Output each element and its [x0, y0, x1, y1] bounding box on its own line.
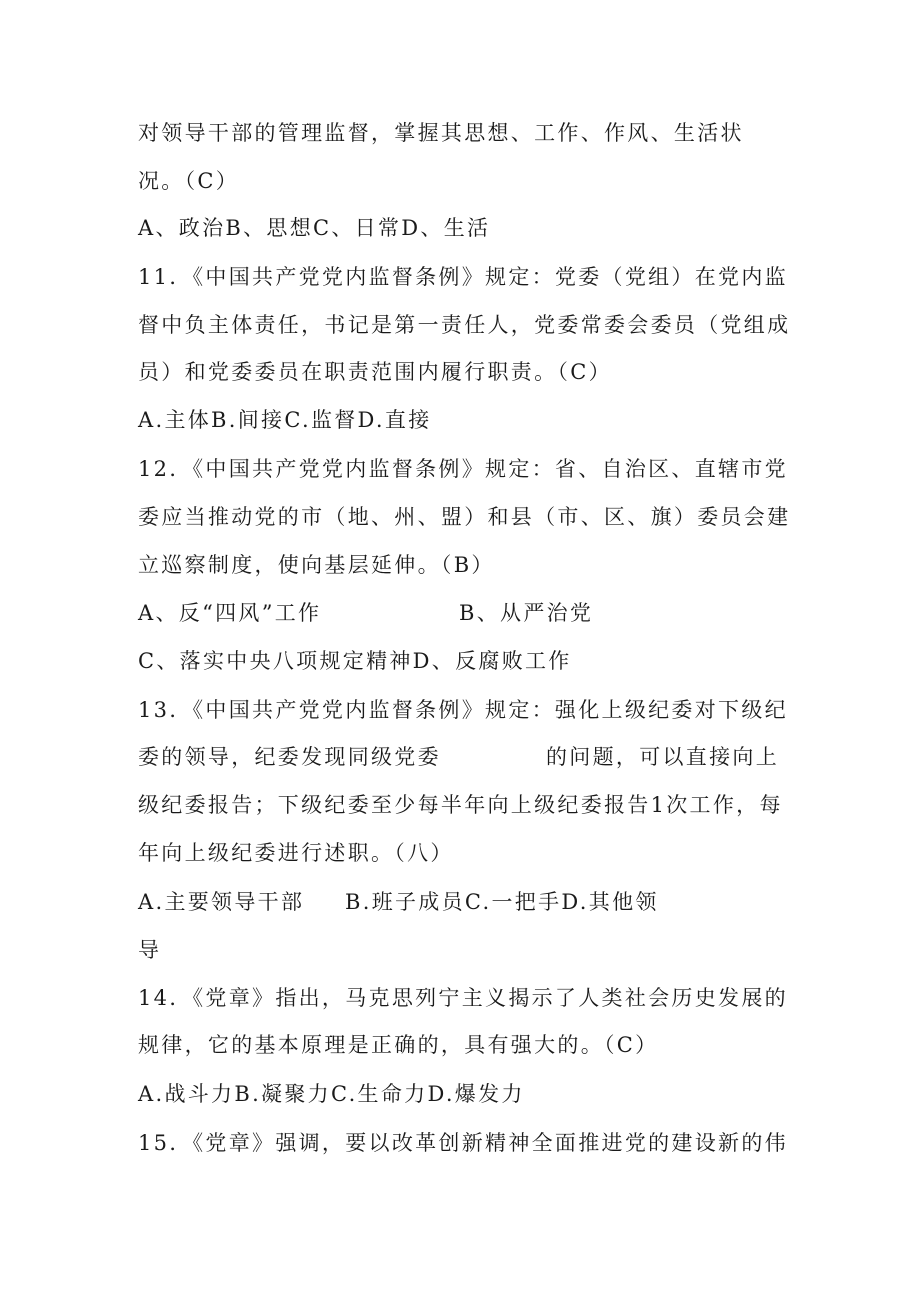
- text-line-before-blank: 委的领导，纪委发现同级党委: [138, 745, 441, 769]
- text-line: 对领导干部的管理监督，掌握其思想、工作、作风、生活状: [138, 121, 744, 145]
- answer-line: 况。（C）: [138, 169, 240, 193]
- answer-line: 年向上级纪委进行述职。（八）: [138, 841, 454, 865]
- options-line: C、落实中央八项规定精神D、反腐败工作: [138, 649, 572, 673]
- question-14-line: 14．《党章》指出，马克思列宁主义揭示了人类社会历史发展的: [138, 986, 788, 1010]
- text-line: 委应当推动党的市（地、州、盟）和县（市、区、旗）委员会建: [138, 505, 791, 529]
- question-11-line: 11．《中国共产党党内监督条例》规定：党委（党组）在党内监: [138, 265, 788, 289]
- option-a: A、反“四风”工作: [138, 601, 322, 625]
- options-line: A.主体B.间接C.监督D.直接: [138, 408, 432, 432]
- question-15-line: 15．《党章》强调，要以改革创新精神全面推进党的建设新的伟: [138, 1131, 788, 1155]
- option-b: B、从严治党: [459, 601, 594, 625]
- text-line-after-blank: 的问题，可以直接向上: [546, 745, 779, 769]
- answer-line: 规律，它的基本原理是正确的，具有强大的。（C）: [138, 1033, 659, 1057]
- answer-line: 员）和党委委员在职责范围内履行职责。（C）: [138, 360, 612, 384]
- question-13-line: 13．《中国共产党党内监督条例》规定：强化上级纪委对下级纪: [138, 698, 788, 722]
- text-line: 导: [138, 938, 162, 962]
- question-12-line: 12．《中国共产党党内监督条例》规定：省、自治区、直辖市党: [138, 457, 788, 481]
- options-line: A.战斗力B.凝聚力C.生命力D.爆发力: [138, 1082, 525, 1106]
- answer-line: 立巡察制度，使向基层延伸。（B）: [138, 553, 495, 577]
- text-line: 督中负主体责任，书记是第一责任人，党委常委会委员（党组成: [138, 313, 791, 337]
- options-line: B.班子成员C.一把手D.其他领: [345, 890, 659, 914]
- option-a: A.主要领导干部: [138, 890, 305, 914]
- options-line: A、政治B、思想C、日常D、生活: [138, 216, 491, 240]
- text-line: 级纪委报告；下级纪委至少每半年向上级纪委报告1次工作，每: [138, 793, 783, 817]
